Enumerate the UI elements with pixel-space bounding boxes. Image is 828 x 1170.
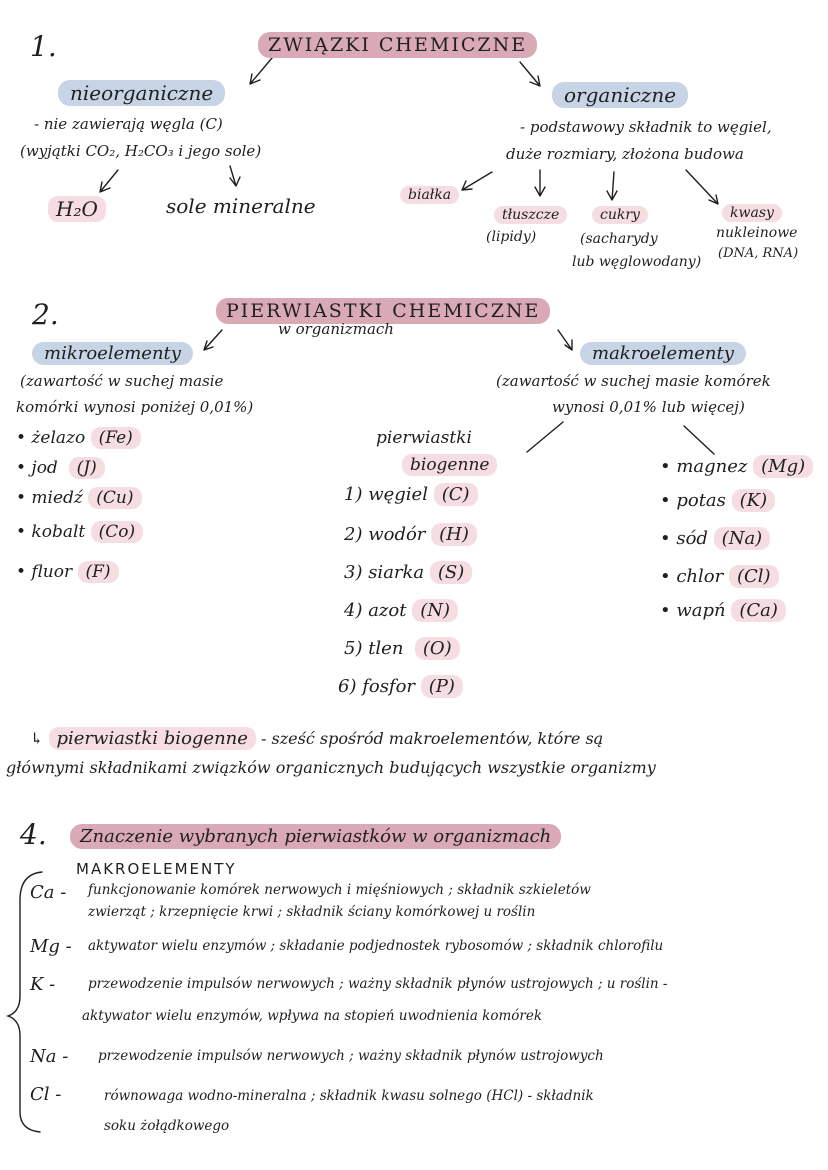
- makro-item: • chlor (Cl): [660, 566, 779, 587]
- arrow-to-makro: [558, 330, 572, 350]
- row-text: przewodzenie impulsów nerwowych ; ważny składnik płynów ustrojowych ; u roślin -: [88, 976, 668, 992]
- makro-item: • wapń (Ca): [660, 600, 786, 621]
- mikro-item: • miedź (Cu): [16, 488, 142, 508]
- biogenne-item: 6) fosfor (P): [338, 676, 463, 697]
- row-symbol: Mg -: [30, 936, 72, 957]
- mikro-desc-2: komórki wynosi poniżej 0,01%): [16, 398, 254, 416]
- sole-mineralne-label: sole mineralne: [166, 194, 316, 218]
- makro-item: • magnez (Mg): [660, 456, 813, 477]
- biogenne-note-line-2: głównymi składnikami związków organicznych budujących wszystkie organizmy: [6, 758, 656, 777]
- makro-desc-2: wynosi 0,01% lub więcej): [552, 398, 745, 416]
- section1-number: 1.: [30, 30, 57, 63]
- arrow-to-h2o: [100, 170, 118, 192]
- organiczne-desc-2: duże rozmiary, złożona budowa: [506, 145, 744, 163]
- arrow-to-organiczne: [520, 62, 540, 86]
- section2-subtitle: w organizmach: [278, 320, 394, 338]
- weglowodany-label: lub węglowodany): [572, 254, 702, 270]
- biogenne-item: 5) tlen (O): [344, 638, 460, 659]
- arrow-to-sole: [230, 166, 240, 186]
- section4-number: 4.: [20, 818, 47, 851]
- cukry-label: cukry: [592, 206, 648, 224]
- biogenne-note-line-1: ↳ pierwiastki biogenne - sześć spośród makroelementów, które są: [30, 728, 604, 749]
- arrow-to-kwasy: [686, 170, 718, 204]
- section1-title: ZWIĄZKI CHEMICZNE: [258, 32, 537, 58]
- biogenne-heading-2: biogenne: [402, 454, 497, 476]
- mikro-item: • kobalt (Co): [16, 522, 143, 542]
- nieorganiczne-heading: nieorganiczne: [58, 80, 225, 106]
- kwasy-label: kwasy: [722, 204, 782, 222]
- row-symbol: K -: [30, 974, 56, 995]
- dna-rna-label: (DNA, RNA): [718, 246, 799, 261]
- arrow-to-cukry: [607, 172, 617, 200]
- mikro-heading: mikroelementy: [32, 342, 193, 365]
- makro-heading: makroelementy: [580, 342, 746, 365]
- lipidy-label: (lipidy): [486, 229, 537, 245]
- line-to-biogenne: [527, 422, 563, 452]
- row-text: aktywator wielu enzymów ; składanie podjednostek rybosomów ; składnik chlorofilu: [88, 938, 664, 954]
- row-symbol: Cl -: [30, 1084, 62, 1105]
- biogenne-note-term: pierwiastki biogenne: [49, 727, 256, 750]
- arrow-to-mikro: [204, 330, 222, 350]
- biogenne-item: 1) węgiel (C): [344, 484, 478, 505]
- nieorganiczne-desc-1: - nie zawierają węgla (C): [34, 115, 223, 133]
- row-text: zwierząt ; krzepnięcie krwi ; składnik ściany komórkowej u roślin: [88, 904, 536, 920]
- biogenne-item: 3) siarka (S): [344, 562, 472, 583]
- makro-item: • sód (Na): [660, 528, 770, 549]
- row-text: przewodzenie impulsów nerwowych ; ważny składnik płynów ustrojowych: [98, 1048, 604, 1064]
- line-to-makro-list: [684, 426, 714, 454]
- arrow-to-bialka: [462, 172, 492, 190]
- bialka-label: białka: [400, 186, 459, 204]
- arrow-to-nieorganiczne: [250, 58, 272, 84]
- h2o-label: H₂O: [48, 196, 106, 222]
- tluszcze-label: tłuszcze: [494, 206, 567, 224]
- row-text: równowaga wodno-mineralna ; składnik kwasu solnego (HCl) - składnik: [104, 1088, 594, 1104]
- mikro-item: • fluor (F): [16, 562, 119, 582]
- biogenne-item: 2) wodór (H): [344, 524, 477, 545]
- mikro-item: • jod (J): [16, 458, 105, 478]
- nukleinowe-label: nukleinowe: [716, 225, 798, 241]
- return-arrow-icon: ↳: [30, 729, 44, 748]
- arrow-to-tluszcze: [535, 170, 545, 196]
- biogenne-item: 4) azot (N): [344, 600, 458, 621]
- nieorganiczne-desc-2: (wyjątki CO₂, H₂CO₃ i jego sole): [20, 142, 262, 160]
- makroelementy-subheading: MAKROELEMENTY: [76, 860, 237, 878]
- section2-number: 2.: [32, 298, 59, 331]
- mikro-item: • żelazo (Fe): [16, 428, 141, 448]
- row-text: soku żołądkowego: [104, 1118, 230, 1134]
- organiczne-desc-1: - podstawowy składnik to węgiel,: [520, 118, 772, 136]
- biogenne-heading-1: pierwiastki: [376, 428, 472, 448]
- sacharydy-label: (sacharydy: [580, 231, 658, 247]
- mikro-desc-1: (zawartość w suchej masie: [20, 372, 224, 390]
- section2-title: PIERWIASTKI CHEMICZNE: [216, 298, 550, 324]
- row-symbol: Na -: [30, 1046, 69, 1067]
- row-text: funkcjonowanie komórek nerwowych i mięśniowych ; składnik szkieletów: [88, 882, 591, 898]
- section4-title: Znaczenie wybranych pierwiastków w organizmach: [70, 824, 561, 849]
- makro-item: • potas (K): [660, 490, 775, 511]
- row-text: aktywator wielu enzymów, wpływa na stopień uwodnienia komórek: [82, 1008, 543, 1024]
- organiczne-heading: organiczne: [552, 82, 688, 108]
- makro-desc-1: (zawartość w suchej masie komórek: [496, 372, 771, 390]
- row-symbol: Ca -: [30, 882, 67, 903]
